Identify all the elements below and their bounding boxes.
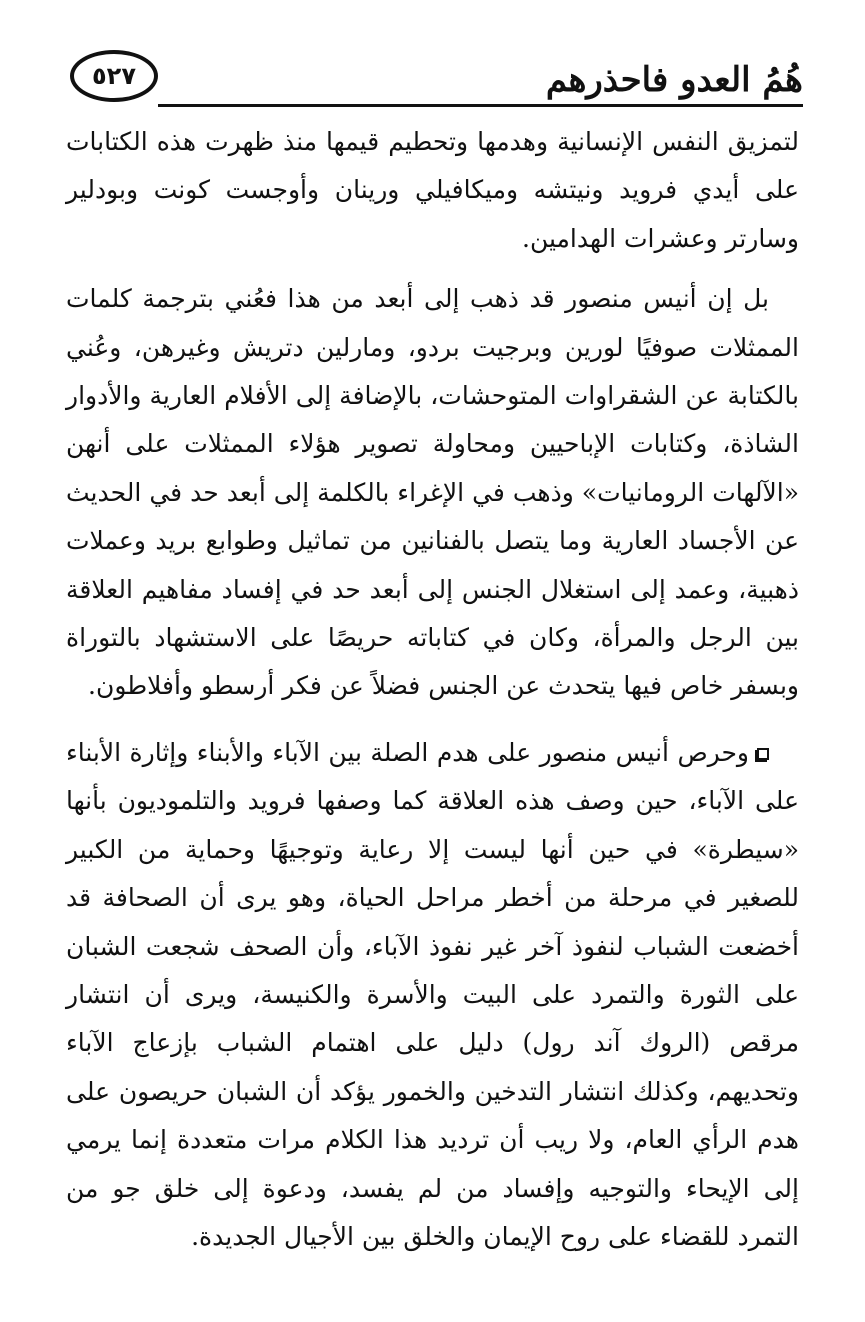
running-title: هُمُ العدو فاحذرهم <box>545 60 803 100</box>
paragraph-3 <box>66 729 799 1261</box>
header-rule <box>158 104 803 107</box>
body-text <box>66 118 799 1261</box>
paragraph-1: لتمزيق النفس الإنسانية وهدمها وتحطيم قيمها منذ ظهرت هذه الكتابات على أيدي فرويد ونيتشه وميكافيلي ورينان وأوجست كونت وبودلير وسارتر وعشرات الهدامين. <box>66 127 799 253</box>
page-header <box>62 48 803 110</box>
paragraph-3-text: وحرص أنيس منصور على هدم الصلة بين الآباء والأبناء وإثارة الأبناء على الآباء، حين وصف هذه العلاقة كما وصفها فرويد والتلموديون بأنها «سيطرة» في حين أنها ليست إلا رعاية وتوجيهًا وحماية من الكبير للصغير في مرحلة من أخطر مراحل الحياة، وهو يرى أن الصحافة قد أخضعت الشباب لنفوذ آخر غير نفوذ الآباء، وأن الصحف شجعت الشبان على الثورة والتمرد على البيت والأسرة والكنيسة، ويرى أن انتشار مرقص (الروك آند رول) دليل على اهتمام الشباب بإزعاج الآباء وتحديهم، وكذلك انتشار التدخين والخمور يؤكد أن الشبان حريصون على هدم الرأي العام، ولا ريب أن ترديد هذا الكلام مرات متعددة إنما يرمي إلى الإيحاء والتوجيه وإفساد من لم يفسد، ودعوة إلى خلق جو من التمرد للقضاء على روح الإيمان والخلق بين الأجيال الجديدة. <box>66 737 799 1251</box>
page-number: ٥٢٧ <box>92 62 136 90</box>
paragraph-2: بل إن أنيس منصور قد ذهب إلى أبعد من هذا فعُني بترجمة كلمات الممثلات صوفيًا لورين وبرجيت بردو، ومارلين دتريش وغيرهن، وعُني بالكتابة عن الشقراوات المتوحشات، بالإضافة إلى الأفلام العارية والأدوار الشاذة، وكتابات الإباحيين ومحاولة تصوير هؤلاء الممثلات على أنهن «الآلهات الرومانيات» وذهب في الإغراء بالكلمة إلى أبعد حد في الحديث عن الأجساد العارية وما يتصل بالفنانين من تماثيل وطوابع بريد وعملات ذهبية، وعمد إلى استغلال الجنس إلى أبعد حد في إفساد مفاهيم العلاقة بين الرجل والمرأة، وكان في كتاباته حريصًا على الاستشهاد بالتوراة وبسفر خاص فيها يتحدث عن الجنس فضلاً عن فكر أرسطو وأفلاطون. <box>66 284 799 701</box>
square-bullet-icon <box>757 748 769 760</box>
page-number-oval <box>70 50 158 102</box>
